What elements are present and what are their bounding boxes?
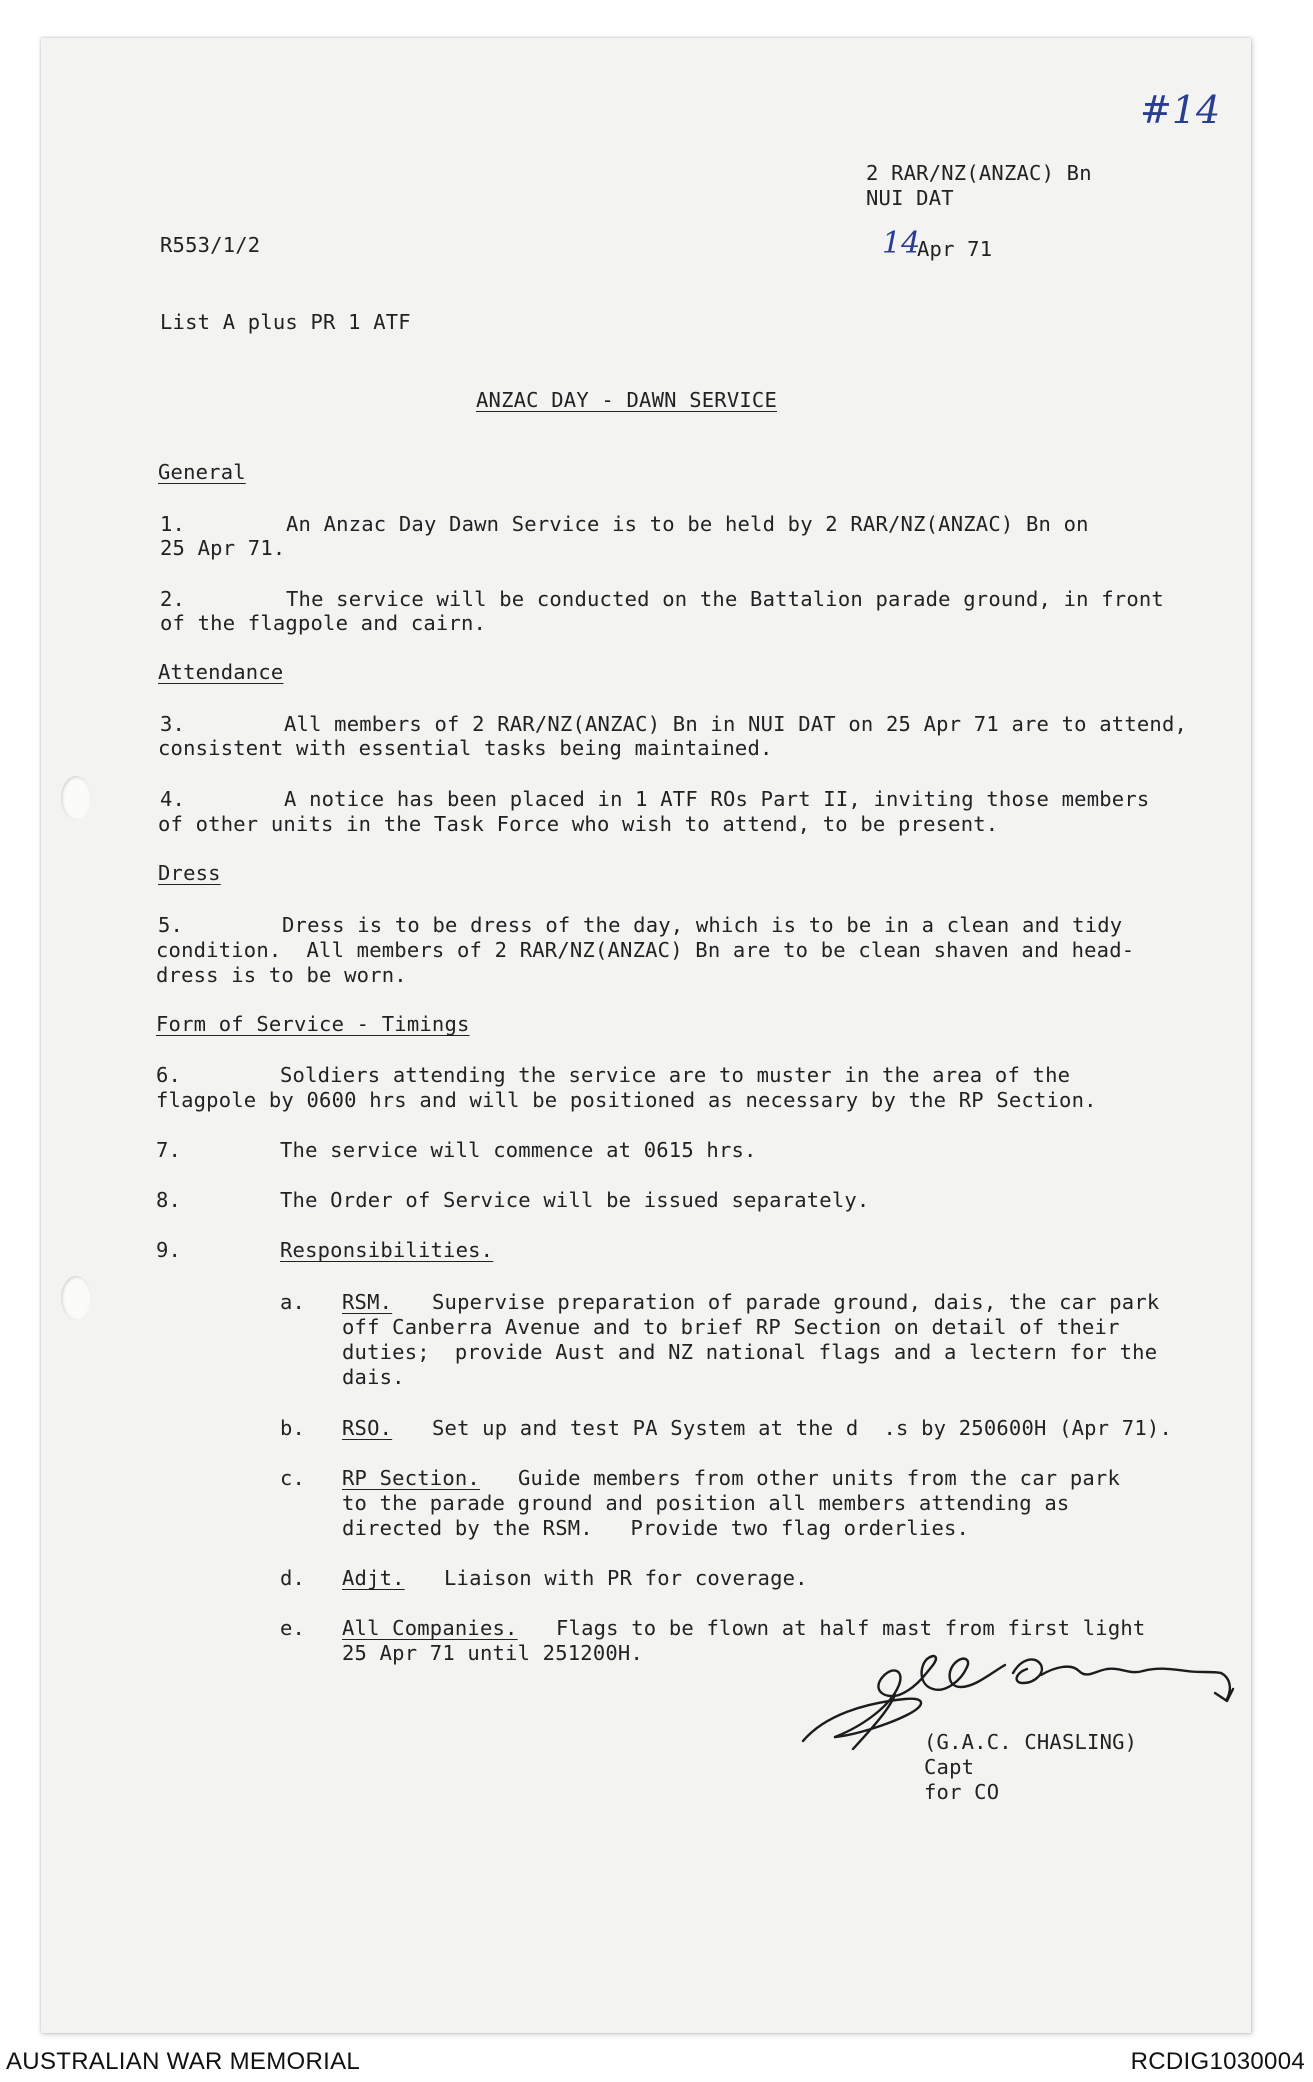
location: NUI DAT	[866, 186, 954, 210]
para-number: 3.	[160, 712, 186, 736]
para-text: Dress is to be dress of the day, which is to be in a clean and tidy	[282, 913, 1123, 937]
handwritten-date: 14	[882, 226, 921, 261]
para-text: dress is to be worn.	[156, 963, 407, 987]
para-text: condition. All members of 2 RAR/NZ(ANZAC) Bn are to be clean shaven and head-	[156, 938, 1135, 962]
para-number: 8.	[156, 1188, 182, 1212]
para-text: of the flagpole and cairn.	[160, 611, 487, 635]
sub-item-head: All Companies.	[342, 1616, 518, 1640]
para-text: An Anzac Day Dawn Service is to be held by 2 RAR/NZ(ANZAC) Bn on	[286, 512, 1089, 536]
section-heading-dress: Dress	[158, 861, 221, 885]
para-text: The service will commence at 0615 hrs.	[280, 1138, 757, 1162]
para-text: of other units in the Task Force who wish to attend, to be present.	[158, 812, 999, 836]
para-number: 4.	[160, 787, 186, 811]
punch-hole	[61, 1276, 91, 1320]
para-number: 7.	[156, 1138, 182, 1162]
sub-item-text: directed by the RSM. Provide two flag orderlies.	[342, 1516, 970, 1540]
para-number: 2.	[160, 587, 186, 611]
sub-item-head: RSO.	[342, 1416, 393, 1440]
para-text: flagpole by 0600 hrs and will be positioned as necessary by the RP Section.	[156, 1088, 1097, 1112]
sub-item-head: Adjt.	[342, 1566, 405, 1590]
footer-record-id: RCDIG1030004	[1130, 2048, 1305, 2075]
sub-item-letter: d.	[280, 1566, 306, 1590]
footer-institution: AUSTRALIAN WAR MEMORIAL	[6, 2048, 361, 2075]
para-number: 1.	[160, 512, 186, 536]
section-heading-form-of-service: Form of Service - Timings	[156, 1012, 470, 1036]
para-text: The service will be conducted on the Battalion parade ground, in front	[286, 587, 1164, 611]
sub-item-head: RSM.	[342, 1290, 393, 1314]
section-heading-general: General	[158, 460, 246, 484]
sub-item-text: Set up and test PA System at the d .s by 250600H (Apr 71).	[432, 1416, 1172, 1440]
para-text: The Order of Service will be issued separately.	[280, 1188, 870, 1212]
sub-item-text: to the parade ground and position all members attending as	[342, 1491, 1070, 1515]
distribution-list: List A plus PR 1 ATF	[160, 310, 411, 334]
punch-hole	[61, 776, 91, 820]
para-text: consistent with essential tasks being maintained.	[158, 736, 773, 760]
sub-item-letter: c.	[280, 1466, 306, 1490]
sub-item-letter: b.	[280, 1416, 306, 1440]
sub-item-letter: e.	[280, 1616, 306, 1640]
document-title: ANZAC DAY - DAWN SERVICE	[476, 388, 778, 412]
signatory-rank: Capt	[924, 1755, 975, 1779]
sub-item-letter: a.	[280, 1290, 306, 1314]
para-text: All members of 2 RAR/NZ(ANZAC) Bn in NUI DAT on 25 Apr 71 are to attend,	[284, 712, 1188, 736]
sub-item-text: Flags to be flown at half mast from first light	[556, 1616, 1146, 1640]
para-number: 9.	[156, 1238, 182, 1262]
sub-item-text: dais.	[342, 1365, 405, 1389]
sub-item-text: Supervise preparation of parade ground, dais, the car park	[432, 1290, 1160, 1314]
sub-item-text: duties; provide Aust and NZ national flags and a lectern for the	[342, 1340, 1158, 1364]
para-number: 6.	[156, 1063, 182, 1087]
section-heading-attendance: Attendance	[158, 660, 284, 684]
handwritten-ref: #14	[1140, 88, 1221, 132]
sub-item-text: Liaison with PR for coverage.	[444, 1566, 808, 1590]
unit-name: 2 RAR/NZ(ANZAC) Bn	[866, 161, 1092, 185]
sub-item-text: 25 Apr 71 until 251200H.	[342, 1641, 644, 1665]
para-number: 5.	[158, 913, 184, 937]
para-text: Soldiers attending the service are to muster in the area of the	[280, 1063, 1071, 1087]
sub-item-text: off Canberra Avenue and to brief RP Section on detail of their	[342, 1315, 1120, 1339]
sub-item-head: RP Section.	[342, 1466, 480, 1490]
typed-date: Apr 71	[917, 237, 993, 261]
responsibilities-heading: Responsibilities.	[280, 1238, 494, 1262]
signatory-capacity: for CO	[924, 1780, 1000, 1804]
signatory-name: (G.A.C. CHASLING)	[924, 1730, 1138, 1754]
para-text: 25 Apr 71.	[160, 536, 286, 560]
file-reference: R553/1/2	[160, 233, 261, 257]
para-text: A notice has been placed in 1 ATF ROs Part II, inviting those members	[284, 787, 1150, 811]
sub-item-text: Guide members from other units from the car park	[518, 1466, 1121, 1490]
